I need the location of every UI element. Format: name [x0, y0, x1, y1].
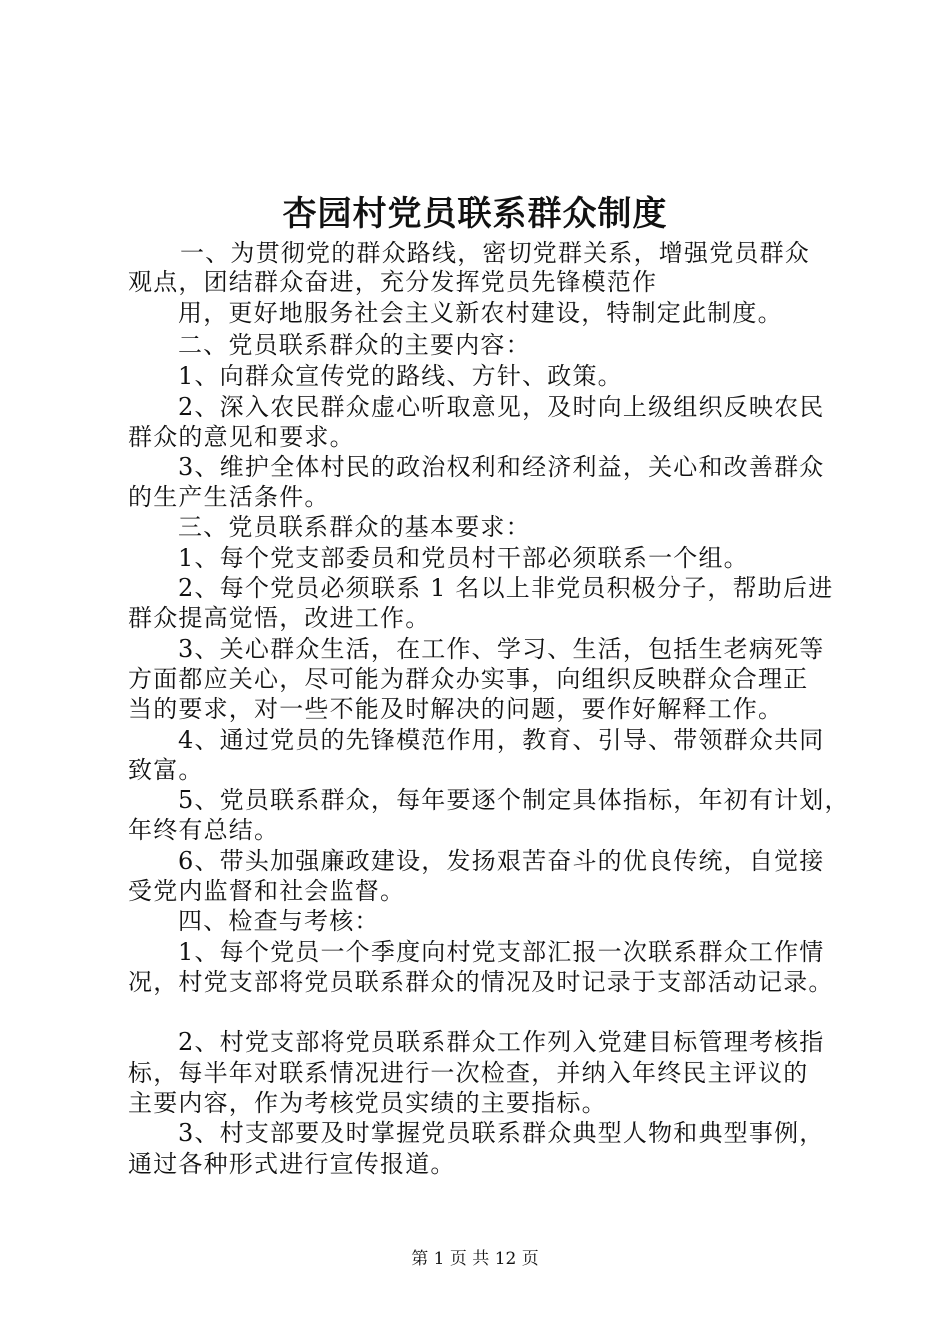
paragraph-line: 的生产生活条件。 — [128, 483, 330, 511]
paragraph-line: 用，更好地服务社会主义新农村建设，特制定此制度。 — [178, 299, 783, 327]
paragraph-line: 3、村支部要及时掌握党员联系群众典型人物和典型事例， — [178, 1119, 825, 1147]
paragraph-line: 标，每半年对联系情况进行一次检查，并纳入年终民主评议的 — [128, 1059, 809, 1087]
paragraph-line: 年终有总结。 — [128, 816, 280, 844]
paragraph-line: 2、每个党员必须联系 1 名以上非党员积极分子，帮助后进 — [178, 574, 834, 602]
paragraph-line: 2、深入农民群众虚心听取意见，及时向上级组织反映农民 — [178, 393, 825, 421]
paragraph-line: 2、村党支部将党员联系群众工作列入党建目标管理考核指 — [178, 1028, 825, 1056]
paragraph-line: 6、带头加强廉政建设，发扬艰苦奋斗的优良传统，自觉接 — [178, 847, 825, 875]
paragraph-line: 群众的意见和要求。 — [128, 423, 355, 451]
paragraph-line: 主要内容，作为考核党员实绩的主要指标。 — [128, 1089, 607, 1117]
paragraph-line: 方面都应关心，尽可能为群众办实事，向组织反映群众合理正 — [128, 665, 809, 693]
paragraph-line: 致富。 — [128, 756, 204, 784]
page-number: 第 1 页 共 12 页 — [411, 1249, 539, 1269]
paragraph-line: 5、党员联系群众，每年要逐个制定具体指标，年初有计划， — [178, 786, 850, 814]
paragraph-line: 1、每个党支部委员和党员村干部必须联系一个组。 — [178, 544, 749, 572]
document-title: 杏园村党员联系群众制度 — [282, 194, 668, 234]
paragraph-line: 1、向群众宣传党的路线、方针、政策。 — [178, 362, 623, 390]
paragraph-line: 3、关心群众生活，在工作、学习、生活，包括生老病死等 — [178, 635, 825, 663]
paragraph-line: 一、为贯彻党的群众路线，密切党群关系，增强党员群众 — [180, 239, 810, 267]
paragraph-line: 通过各种形式进行宣传报道。 — [128, 1150, 456, 1178]
paragraph-line: 群众提高觉悟，改进工作。 — [128, 604, 431, 632]
paragraph-line: 观点，团结群众奋进，充分发挥党员先锋模范作 — [128, 268, 658, 296]
paragraph-line: 1、每个党员一个季度向村党支部汇报一次联系群众工作情 — [178, 938, 825, 966]
paragraph-line: 受党内监督和社会监督。 — [128, 877, 406, 905]
section-heading: 四、检查与考核： — [178, 907, 380, 935]
paragraph-line: 4、通过党员的先锋模范作用，教育、引导、带领群众共同 — [178, 726, 825, 754]
paragraph-line: 当的要求，对一些不能及时解决的问题，要作好解释工作。 — [128, 695, 784, 723]
paragraph-line: 3、维护全体村民的政治权利和经济利益，关心和改善群众 — [178, 453, 825, 481]
section-heading: 三、党员联系群众的基本要求： — [178, 513, 531, 541]
paragraph-line: 况，村党支部将党员联系群众的情况及时记录于支部活动记录。 — [128, 968, 834, 996]
section-heading: 二、党员联系群众的主要内容： — [178, 331, 531, 359]
